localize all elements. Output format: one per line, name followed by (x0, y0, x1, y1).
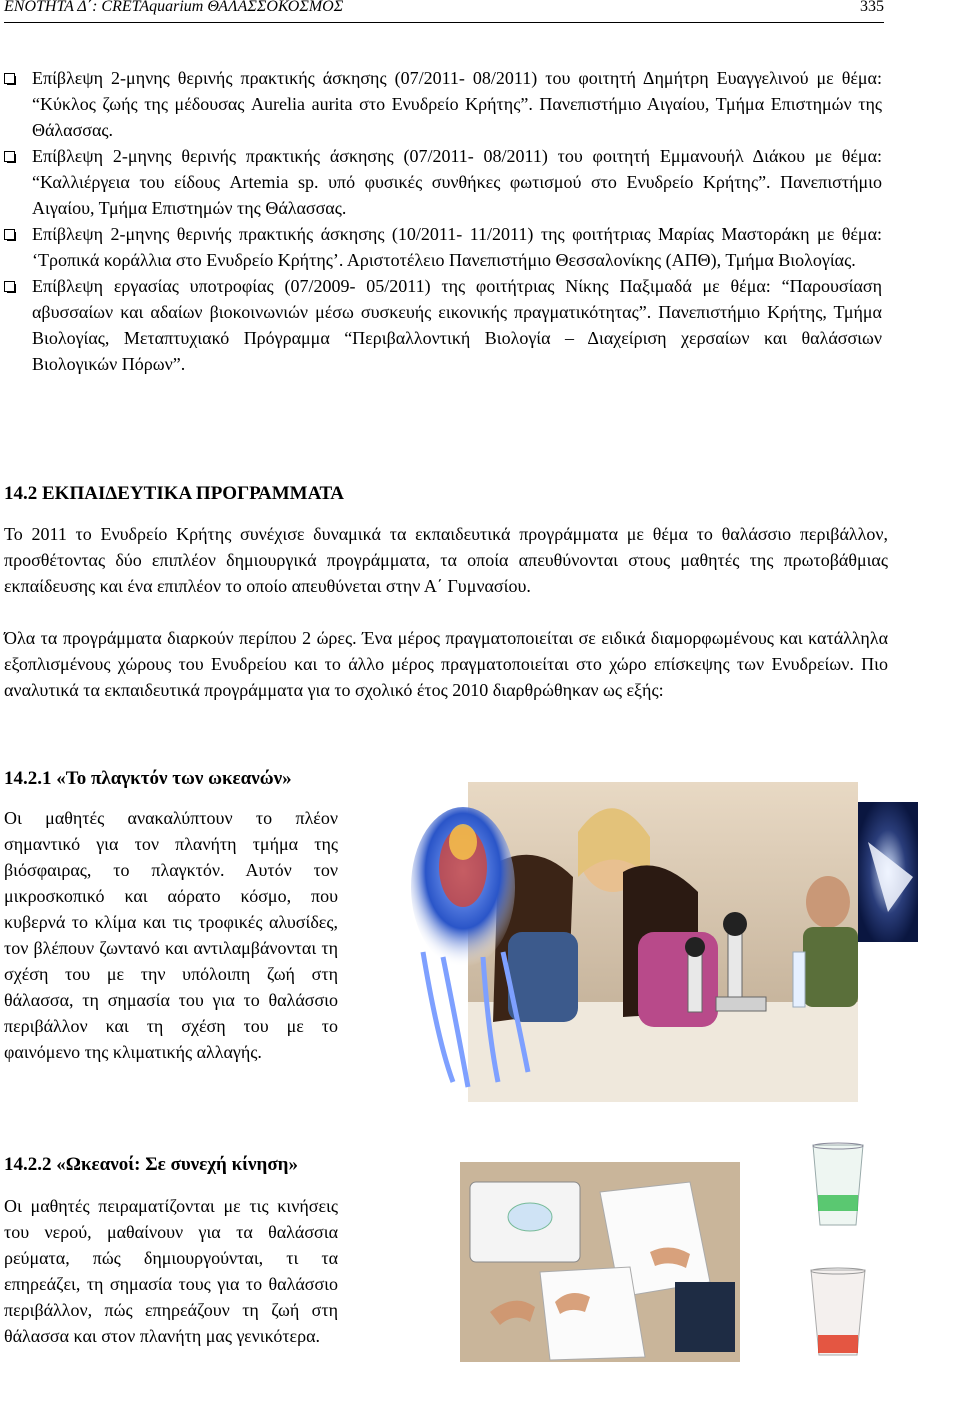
list-item: Επίβλεψη 2-μηνης θερινής πρακτικής άσκησης (07/2011- 08/2011) του φοιτητή Εμμανουήλ Διάκου με θέμα: “Καλλιέργεια του είδους Artemia sp. υπό φυσικές συνθήκες φωτισμού στο Ενυδρείο Κρήτης”. Πανεπιστήμιο Αιγαίου, Τμήμα Επιστημών της Θάλασσας. (4, 143, 882, 221)
checkbox-bullet-icon (4, 229, 15, 240)
subsection-text-currents: Οι μαθητές πειραματίζονται με τις κινήσεις του νερού, μαθαίνουν για τα θαλάσσια ρεύματα, πώς δημιουργούνται, τι τα επηρεάζει, τη σημασία τους για το θαλάσσιο περιβάλλον, πώς επηρεάζουν τη ζωή στη θάλασσα και στον πλανήτη μας γενικότερα. (4, 1196, 338, 1346)
red-cup-icon (806, 1265, 870, 1360)
section-paragraph-1: Το 2011 το Ενυδρείο Κρήτης συνέχισε δυναμικά τα εκπαιδευτικά προγράμματα με θέμα το θαλάσσιο περιβάλλον, προσθέτοντας δύο επιπλέον δημιουργικά προγράμματα, τα οποία απευθύνονται στους μαθητές της πρωτοβάθμιας εκπαίδευσης και ένα επιπλέον το οποίο απευθύνεται στην Α΄ Γυμνασίου. (4, 524, 888, 596)
page-number: 335 (860, 0, 884, 15)
subsection-text-plankton: Οι μαθητές ανακαλύπτουν το πλέον σημαντικό για τον πλανήτη τμήμα της βιόσφαιρας, το πλαγκτόν. Αυτόν τον μικροσκοπικό και αόρατο κόσμο, που κυβερνά το κλίμα και τις τροφικές αλυσίδες, τον βλέπουν ζωντανό και αντιλαμβάνονται τη σχέση του με την υπόλοιπη ζωή στη θάλασσα, τη σημασία του για το θαλάσσιο περιβάλλον και τη σχέση του με το φαινόμενο της κλιματικής αλλαγής. (4, 808, 338, 1062)
currents-experiment-photo (460, 1162, 740, 1362)
list-item: Επίβλεψη 2-μηνης θερινής πρακτικής άσκησης (10/2011- 11/2011) της φοιτήτριας Μαρίας Μαστοράκη με θέμα: ‘Τροπικά κοράλλια στο Ενυδρείο Κρήτης’. Αριστοτέλειο Πανεπιστήμιο Θεσσαλονίκης (ΑΠΘ), Τμήμα Βιολογίας. (4, 221, 882, 273)
supervision-list (4, 65, 882, 377)
red-water-cup (806, 1265, 870, 1360)
subsection-heading-plankton: 14.2.1 «Το πλαγκτόν των ωκεανών» (4, 768, 292, 789)
green-water-cup (808, 1140, 868, 1230)
currents-experiment-illustration (460, 1162, 740, 1362)
checkbox-bullet-icon (4, 281, 15, 292)
plankton-class-photo (398, 782, 918, 1102)
header-title: ΕΝΟΤΗΤΑ Δ΄: CRETAquarium ΘΑΛΑΣΣΟΚΟΣΜΟΣ (4, 0, 344, 15)
list-item: Επίβλεψη εργασίας υποτροφίας (07/2009- 05/2011) της φοιτήτριας Νίκης Παξιμαδά με θέμα: “Παρουσίαση αβυσσαίων και αδαίων βιοκοινωνιών μέσω συσκευής εικονικής πραγματικότητας”. Πανεπιστήμιο Κρήτης, Τμήμα Βιολογίας, Μεταπτυχιακό Πρόγραμμα “Περιβαλλοντική Βιολογία – Διαχείριση χερσαίων και θαλάσσιων Βιολογικών Πόρων”. (4, 273, 882, 377)
green-cup-icon (808, 1140, 868, 1230)
page-header (4, 0, 884, 23)
section-heading: 14.2 ΕΚΠΑΙΔΕΥΤΙΚΑ ΠΡΟΓΡΑΜΜΑΤΑ (4, 483, 344, 504)
list-item: Επίβλεψη 2-μηνης θερινής πρακτικής άσκησης (07/2011- 08/2011) του φοιτητή Δημήτρη Ευαγγελινού με θέμα: “Κύκλος ζωής της μέδουσας Aurelia aurita στο Ενυδρείο Κρήτης”. Πανεπιστήμιο Αιγαίου, Τμήμα Επιστημών της Θάλασσας. (4, 65, 882, 143)
section-paragraph-2: Όλα τα προγράμματα διαρκούν περίπου 2 ώρες. Ένα μέρος πραγματοποιείται σε ειδικά διαμορφωμένους και κατάλληλα εξοπλισμένους χώρους του Ενυδρείου και το άλλο μέρος πραγματοποιείται στο χώρο επίσκεψης των Ενυδρείων. Πιο αναλυτικά τα εκπαιδευτικά προγράμματα για το σχολικό έτος 2010 διαρθρώθηκαν ως εξής: (4, 628, 888, 700)
plankton-class-illustration (398, 782, 918, 1102)
checkbox-bullet-icon (4, 73, 15, 84)
subsection-heading-currents: 14.2.2 «Ωκεανοί: Σε συνεχή κίνηση» (4, 1154, 298, 1175)
checkbox-bullet-icon (4, 151, 15, 162)
